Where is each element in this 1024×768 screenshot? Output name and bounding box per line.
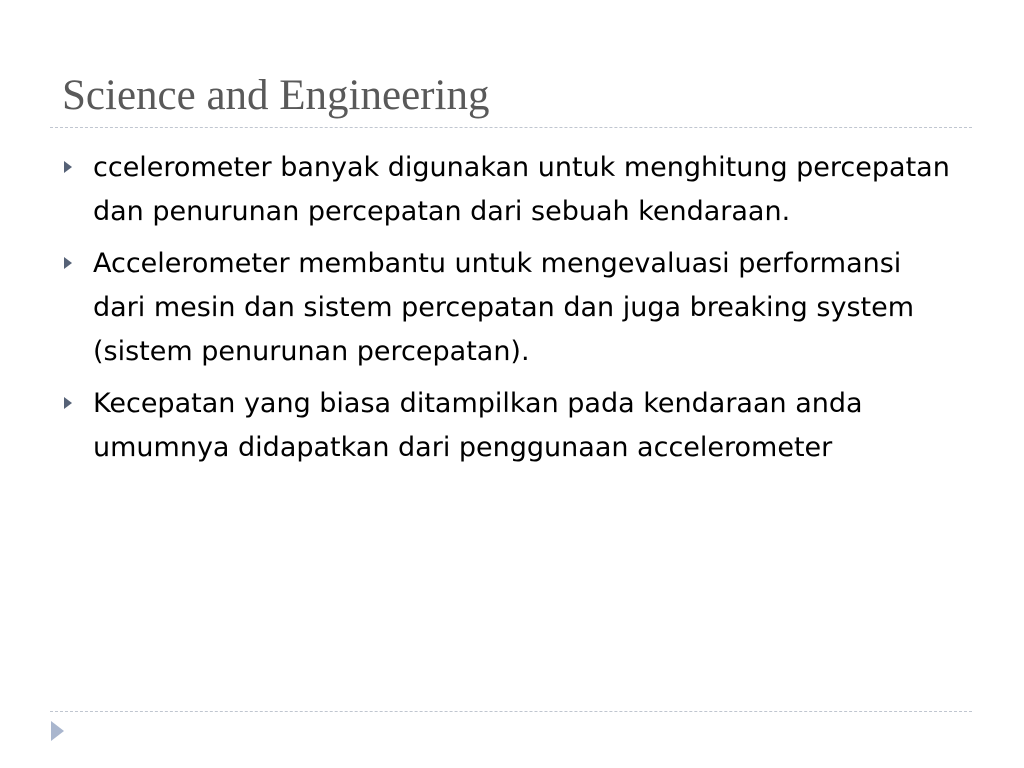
bullet-text: Kecepatan yang biasa ditampilkan pada kendaraan anda umumnya didapatkan dari penggunaan accelerometer (93, 388, 863, 463)
bullet-item (62, 382, 962, 470)
triangle-right-icon (64, 257, 72, 269)
bullet-text: Accelerometer membantu untuk mengevaluasi performansi dari mesin dan sistem percepatan dan juga breaking system (sistem penurunan percepatan). (93, 248, 915, 367)
slide-title: Science and Engineering (62, 72, 490, 119)
bullet-item (62, 242, 962, 374)
footer-divider (50, 711, 972, 712)
triangle-right-icon (64, 397, 72, 409)
next-slide-arrow-icon[interactable] (51, 721, 64, 741)
bullet-list (62, 146, 962, 478)
title-divider (50, 127, 972, 128)
triangle-right-icon (64, 161, 72, 173)
bullet-text: ccelerometer banyak digunakan untuk menghitung percepatan dan penurunan percepatan dari sebuah kendaraan. (93, 152, 950, 227)
bullet-item (62, 146, 962, 234)
